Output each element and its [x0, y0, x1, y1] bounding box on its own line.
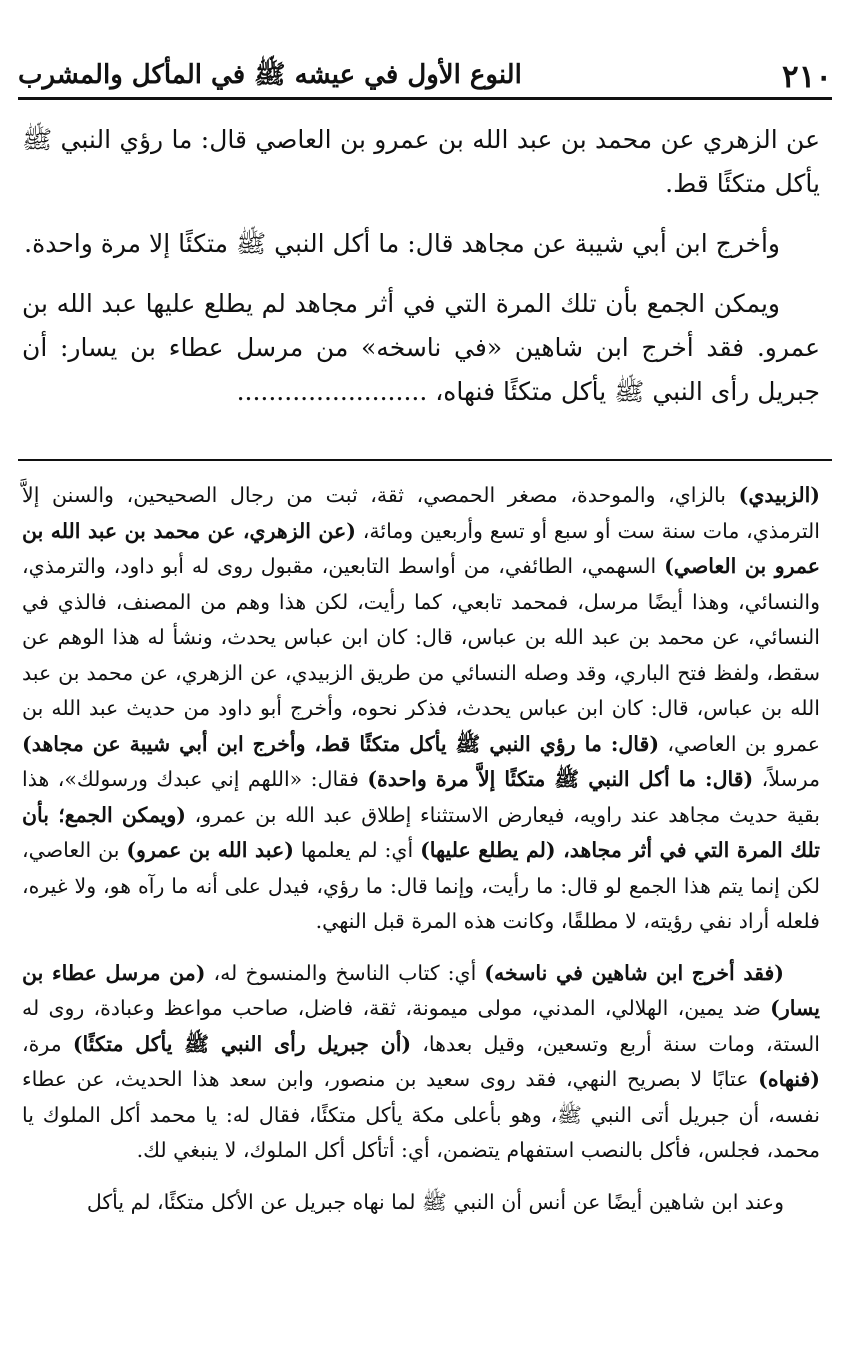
text-run: فقال: «اللهم إني عبدك ورسولك»، هذا بقية حديث مجاهد عند راويه، فيعارض الاستثناء إطلاق عبد الله بن عمرو،: [22, 767, 820, 827]
main-text: [22, 118, 820, 430]
text-run: أي: لم يعلمها: [293, 838, 421, 862]
running-title: النوع الأول في عيشه ﷺ في المأكل والمشرب: [18, 59, 522, 90]
quoted-phrase: (فنهاه): [758, 1067, 820, 1091]
quoted-phrase: (قال: ما رؤي النبي ﷺ يأكل متكئًا قط، وأخرج ابن أبي شيبة عن مجاهد): [22, 731, 660, 756]
text-run: السهمي، الطائفي، من أواسط التابعين، مقبول روى له أبو داود، والترمذي، والنسائي، وهذا أيضًا مرسل، فمحمد تابعي، كما رأيت، لكن هذا وهم من المصنف، فالذي في النسائي، عن محمد بن عبد الله بن عباس، قال: كان ابن عباس يحدث، ونشأ له هذا الوهم عن سقط، ولفظ فتح الباري، وقد وصله النسائي من طريق الزبيدي، عن الزهري، عن محمد بن عبد الله بن عباس، قال: كان ابن عباس يحدث، فذكر نحوه، وأخرج أبو داود من حديث عبد الله بن عمرو بن العاصي،: [22, 554, 820, 756]
text-run: مرسلاً،: [753, 767, 820, 791]
quoted-phrase: (ويمكن الجمع؛ بأن تلك المرة التي في أثر مجاهد، (لم يطلع عليها): [22, 802, 820, 862]
section-divider: [18, 459, 832, 461]
main-paragraph: ويمكن الجمع بأن تلك المرة التي في أثر مجاهد لم يطلع عليها عبد الله بن عمرو. فقد أخرج ابن شاهين «في ناسخه» من مرسل عطاء بن يسار: أن جبريل رأى النبي ﷺ يأكل متكئًا فنهاه، ........................: [22, 289, 820, 406]
main-paragraph: عن الزهري عن محمد بن عبد الله بن عمرو بن العاصي قال: ما رؤي النبي ﷺ يأكل متكئًا قط.: [22, 125, 820, 198]
text-run: بن العاصي، لكن إنما يتم هذا الجمع لو قال: ما رأيت، وإنما قال: ما رؤي، فيدل على أنه ما رآه هو، ولا غيره، فلعله أراد نفي رؤيته، لا مطلقًا، وكانت هذه المرة قبل النهي.: [22, 838, 820, 933]
text-run: مرة،: [22, 1031, 73, 1056]
commentary: [22, 478, 820, 1236]
quoted-phrase: (من مرسل عطاء بن يسار): [22, 960, 820, 1020]
page-header: [18, 56, 832, 100]
commentary-paragraph: [22, 956, 820, 1169]
quoted-phrase: (أن جبريل رأى النبي ﷺ يأكل متكئًا): [72, 1031, 412, 1056]
commentary-paragraph: وعند ابن شاهين أيضًا عن أنس أن النبي ﷺ لما نهاه جبريل عن الأكل متكئًا، لم يأكل: [86, 1189, 784, 1214]
text-run: بالزاي، والموحدة، مصغر الحمصي، ثقة، ثبت من رجال الصحيحين، والسنن إلاَّ الترمذي، مات سنة ست أو سبع أو تسع وأربعين ومائة،: [22, 483, 820, 543]
quoted-phrase: (قال: ما أكل النبي ﷺ متكئًا إلاَّ مرة واحدة): [367, 767, 754, 791]
commentary-paragraph: [22, 478, 820, 940]
main-paragraph: وأخرج ابن أبي شيبة عن مجاهد قال: ما أكل النبي ﷺ متكئًا إلا مرة واحدة.: [24, 229, 780, 258]
text-run: ضد يمين، الهلالي، المدني، مولى ميمونة، ثقة، فاضل، صاحب مواعظ وعبادة، روى له الستة، ومات سنة أربع وتسعين، وقيل بعدها،: [22, 996, 820, 1056]
quoted-phrase: (فقد أخرج ابن شاهين في ناسخه): [484, 960, 784, 985]
quoted-phrase: (عبد الله بن عمرو): [126, 838, 294, 862]
text-run: عتابًا لا بصريح النهي، فقد روى سعيد بن منصور، وابن سعد هذا الحديث، عن عطاء نفسه، أن جبريل أتى النبي ﷺ، وهو بأعلى مكة يأكل متكئًا، فقال له: يا محمد أكل الملوك يا محمد، فجلس، فأكل بالنصب استفهام يتضمن، أي: أتأكل أكل الملوك، لا ينبغي لك.: [22, 1067, 820, 1162]
quoted-phrase: (الزبيدي): [738, 483, 820, 507]
page-number: ٢١٠: [782, 58, 832, 95]
quoted-phrase: (عن الزهري، عن محمد بن عبد الله بن عمرو بن العاصي): [22, 518, 820, 578]
text-run: أي: كتاب الناسخ والمنسوخ له،: [205, 960, 485, 985]
